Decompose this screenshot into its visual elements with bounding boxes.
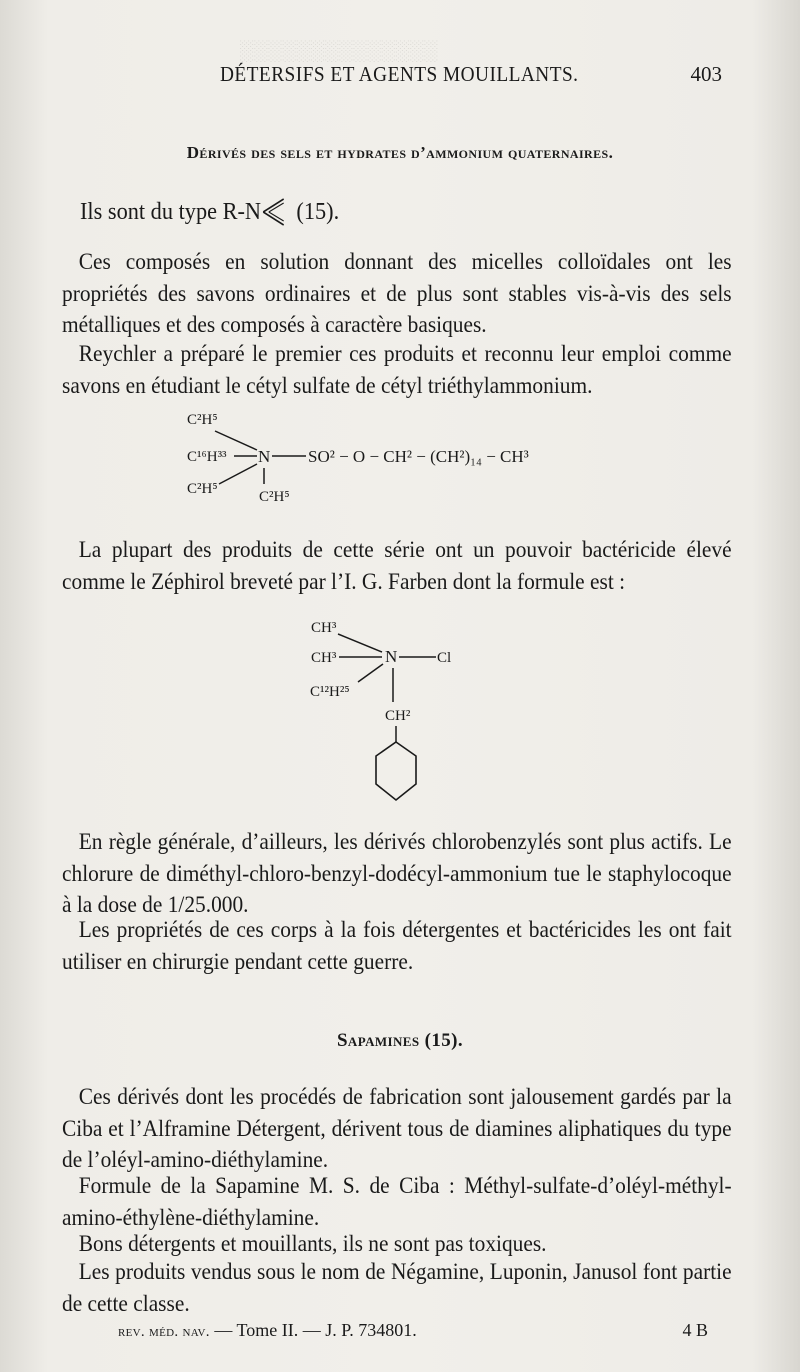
- paragraph-sapamines: Ces dérivés dont les procédés de fabrication sont jalousement gardés par la Ciba et l’Alframine Détergent, dérivent tous de diamines aliphatiques du type de l’oléyl-amino-diéthylamine.: [62, 1084, 732, 1172]
- formula-zephirol: [0, 606, 800, 816]
- footer-ref-text: — Tome II. — J. P. 734801.: [209, 1320, 417, 1340]
- paragraph-formule-sapamine: Formule de la Sapamine M. S. de Ciba : Méthyl-sulfate-d’oléyl-méthyl-amino-éthylène-diéthylamine.: [62, 1173, 732, 1230]
- formula1-left: C¹⁶H³³: [187, 449, 227, 465]
- paragraph-zephirol: La plupart des produits de cette série ont un pouvoir bactéricide élevé comme le Zéphirol breveté par l’I. G. Farben dont la formule est :: [62, 537, 732, 594]
- formula1-n: N: [258, 447, 271, 466]
- type-suffix: (15).: [296, 199, 340, 225]
- paragraph-chlorobenzyl: En règle générale, d’ailleurs, les dérivés chlorobenzylés sont plus actifs. Le chlorure de diméthyl-chloro-benzyl-dodécyl-ammonium tue le staphylocoque à la dose de 1/25.000.: [62, 829, 732, 917]
- paragraph-bons-detergents: Bons détergents et mouillants, ils ne sont pas toxiques.: [78, 1231, 547, 1256]
- header-title: DÉTERSIFS ET AGENTS MOUILLANTS.: [220, 62, 579, 86]
- benzene-ring-icon: [376, 742, 416, 800]
- formula-cetyl-sulfate: [0, 398, 800, 508]
- formula2-bond-bl: [358, 664, 383, 682]
- formula1-bottom-left: C²H⁵: [187, 481, 218, 497]
- type-prefix: Ils sont du type R-N: [80, 199, 262, 225]
- show-through: ░░░░░░░░░░░░░░: [240, 40, 439, 62]
- section-title-sapamines: Sapamines (15).: [336, 1030, 464, 1051]
- formula1-top: C²H⁵: [187, 412, 218, 428]
- footer-signature: 4 B: [682, 1320, 708, 1340]
- formula2-n: N: [385, 647, 398, 666]
- formula1-bottom: C²H⁵: [259, 489, 290, 505]
- page-number: 403: [690, 62, 722, 86]
- footer-reference: [118, 1320, 417, 1341]
- formula2-top: CH³: [311, 620, 337, 636]
- bond-fork-icon: [261, 197, 285, 227]
- formula2-bond-top: [338, 634, 382, 652]
- formula1-bond-bl: [219, 464, 257, 484]
- formula2-cl: Cl: [437, 650, 452, 666]
- paragraph-reychler: Reychler a préparé le premier ces produits et reconnu leur emploi comme savons en étudiant le cétyl sulfate de cétyl triéthylammonium.: [62, 341, 732, 398]
- type-formula-line: [80, 197, 339, 227]
- paragraph-negamine: Les produits vendus sous le nom de Négamine, Luponin, Janusol font partie de cette classe.: [62, 1259, 732, 1316]
- footer: [0, 1320, 800, 1350]
- paragraph-chirurgie: Les propriétés de ces corps à la fois détergentes et bactéricides les ont fait utiliser en chirurgie pendant cette guerre.: [62, 917, 732, 974]
- formula2-left: CH³: [311, 650, 337, 666]
- formula2-bottom-left: C¹²H²⁵: [310, 684, 350, 700]
- formula1-chain: SO² − O − CH² − (CH²)₁₄ − CH³: [308, 447, 529, 466]
- formula2-ch2: CH²: [385, 708, 411, 724]
- section-title-ammonium: Dérivés des sels et hydrates d’ammonium quaternaires.: [186, 143, 614, 162]
- formula1-bond-top: [215, 431, 257, 450]
- paragraph-micelles: Ces composés en solution donnant des micelles colloïdales ont les propriétés des savons ordinaires et de plus sont stables vis-à-vis des sels métalliques et des composés à caractère basiques.: [62, 249, 732, 337]
- footer-journal: rev. méd. nav.: [118, 1324, 210, 1340]
- running-header: [0, 62, 800, 94]
